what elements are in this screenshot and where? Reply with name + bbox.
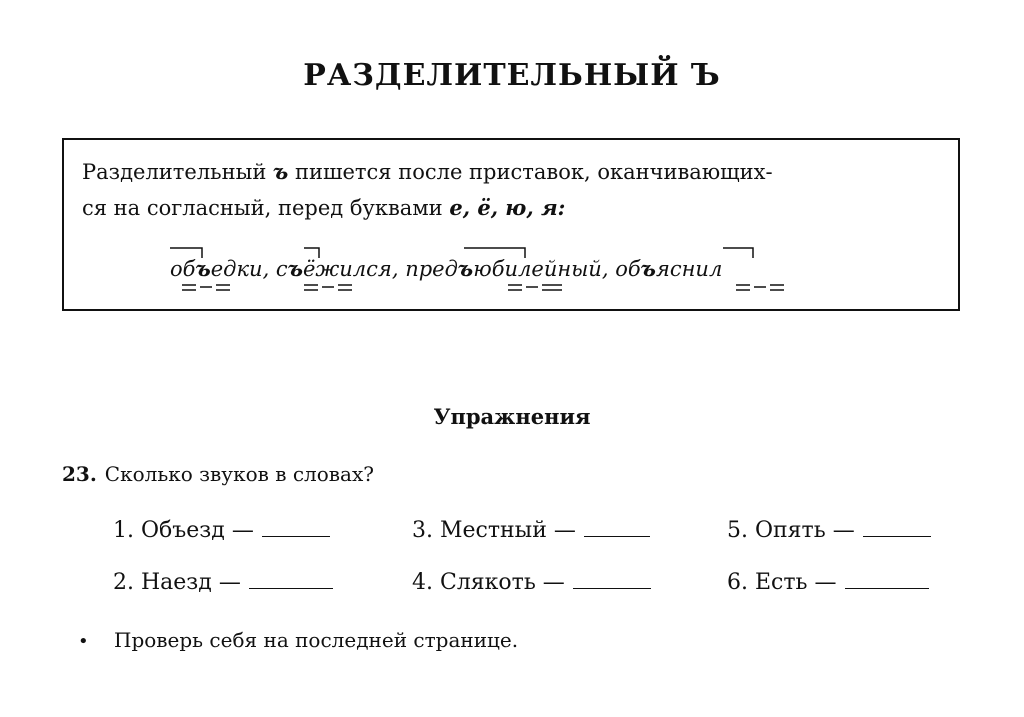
sound-underline-icon [508,285,562,290]
task-question: Сколько звуков в словах? [104,462,374,486]
note-text: Проверь себя на последней странице. [114,628,519,652]
sound-underline-icon [182,285,230,290]
answer-blank[interactable] [863,518,931,537]
rule-letters: е, ё, ю, я: [449,195,566,220]
examples-line: объедки, съёжился, предъюбилейный, объяснил [170,256,723,281]
rule-text [82,154,952,226]
rule-line1-end: пишется после приставок, оканчивающих- [288,160,773,184]
rule-box [62,138,960,311]
sound-underline-icon [736,285,784,290]
exercises-title: Упражнения [433,404,591,429]
sound-underline-icon [304,285,352,290]
example-word: предъюбилейный [405,256,602,281]
self-check-note [78,628,518,652]
task-number: 23. [62,462,97,486]
answer-blank[interactable] [584,518,650,537]
answer-item-3: 3. Местный — [412,518,650,543]
answer-item-4: 4. Слякоть — [412,570,651,595]
example-word: объяснил [615,256,723,281]
answer-blank[interactable] [845,570,929,589]
prefix-mark-icon [723,248,753,258]
answer-blank[interactable] [573,570,651,589]
answer-blank[interactable] [262,518,330,537]
bullet-icon: • [78,631,89,652]
example-word: съёжился [275,256,392,281]
answer-item-2: 2. Наезд — [113,570,333,595]
answer-item-6: 6. Есть — [727,570,929,595]
answer-item-5: 5. Опять — [727,518,931,543]
page-title: РАЗДЕЛИТЕЛЬНЫЙ Ъ [303,58,721,93]
rule-line2-start: ся на согласный, перед буквами [82,196,450,220]
example-word: объедки [170,256,263,281]
task-23 [62,462,374,486]
answer-item-1: 1. Объезд — [113,518,330,543]
rule-hard-sign: ъ [273,159,289,184]
answer-blank[interactable] [249,570,333,589]
rule-line1-start: Разделительный [82,160,273,184]
